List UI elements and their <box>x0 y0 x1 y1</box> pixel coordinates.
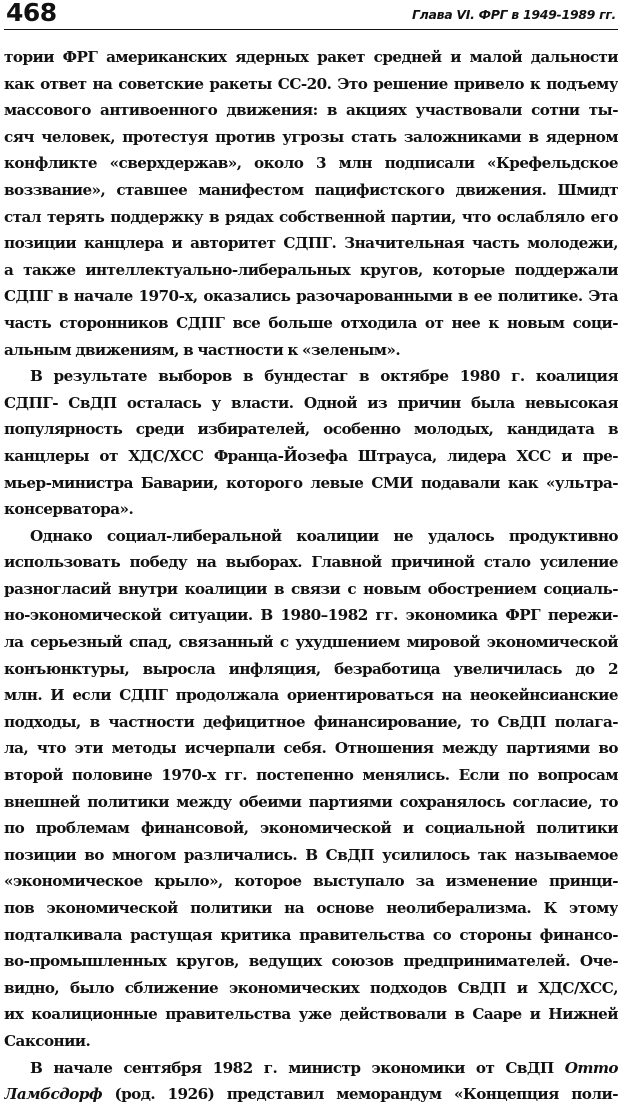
text-line: пов экономической политики на основе неолиберализма. К этому <box>4 899 618 917</box>
person-name-italic: Отто <box>564 1058 618 1077</box>
text-run: (род. 1926) представил меморандум «Концепция поли- <box>101 1085 618 1104</box>
text-line: популярность среди избирателей, особенно молодых, кандидата в <box>4 420 618 439</box>
text-line: стал терять поддержку в рядах собственной партии, что ослабляло его <box>4 207 618 226</box>
person-name-italic: Ламбсдорф <box>4 1085 102 1104</box>
text-line: разногласий внутри коалиции в связи с новым обострением социаль- <box>4 579 618 598</box>
text-line: а также интеллектуально-либеральных кругов, которые поддержали <box>4 260 618 279</box>
text-line: конъюнктуры, выросла инфляция, безработица увеличилась до 2 <box>4 659 618 678</box>
text-line: использовать победу на выборах. Главной причиной стало усиление <box>4 553 618 572</box>
text-line: подходы, в частности дефицитное финансирование, то СвДП полага- <box>4 712 618 731</box>
text-line: ла, что эти методы исчерпали себя. Отношения между партиями во <box>4 739 618 758</box>
header-rule <box>4 29 618 30</box>
text-line: тории ФРГ американских ядерных ракет средней и малой дальности <box>4 48 618 66</box>
text-run: В начале сентября 1982 г. министр экономики от СвДП <box>30 1058 565 1077</box>
text-line: позиции канцлера и авторитет СДПГ. Значительная часть молодежи, <box>4 234 618 253</box>
text-line: канцлеры от ХДС/ХСС Франца-Йозефа Штрауса, лидера ХСС и пре- <box>4 446 618 465</box>
text-line: СДПГ в начале 1970-х, оказались разочарованными в ее политике. Эта <box>4 287 618 306</box>
text-line: сяч человек, протестуя против угрозы стать заложниками в ядерном <box>4 127 618 146</box>
text-line: как ответ на советские ракеты СС-20. Это решение привело к подъему <box>4 74 618 93</box>
text-line: подталкивала растущая критика правительства со стороны финансо- <box>4 925 618 944</box>
text-line: Однако социал-либеральной коалиции не удалось продуктивно <box>30 526 618 545</box>
text-line: млн. И если СДПГ продолжала ориентироваться на неокейнсианские <box>4 686 618 705</box>
text-line: «экономическое крыло», которое выступало за изменение принци- <box>4 872 618 891</box>
text-line: позиции во многом различались. В СвДП усилилось так называемое <box>4 845 618 864</box>
text-line <box>4 1081 618 1108</box>
text-line: ла серьезный спад, связанный с ухудшением мировой экономической <box>4 633 618 652</box>
text-line <box>4 1055 618 1082</box>
text-line: внешней политики между обеими партиями сохранялось согласие, то <box>4 792 618 811</box>
text-line: В результате выборов в бундестаг в октябре 1980 г. коалиция <box>30 367 618 386</box>
text-line: массового антивоенного движения: в акциях участвовали сотни ты- <box>4 101 618 120</box>
body-text <box>4 44 618 1108</box>
text-line: часть сторонников СДПГ все больше отходила от нее к новым соци- <box>4 313 618 332</box>
text-line: Саксонии. <box>4 1031 91 1050</box>
text-line: альным движениям, в частности к «зеленым». <box>4 340 401 359</box>
text-line: их коалиционные правительства уже действовали в Сааре и Нижней <box>4 1005 618 1024</box>
running-head: Глава VI. ФРГ в 1949-1989 гг. <box>411 7 616 22</box>
text-line: мьер-министра Баварии, которого левые СМИ подавали как «ультра- <box>4 473 618 492</box>
page-header <box>4 0 618 30</box>
text-line: второй половине 1970-х гг. постепенно менялись. Если по вопросам <box>4 766 618 785</box>
text-line: видно, было сближение экономических подходов СвДП и ХДС/ХСС, <box>4 978 618 997</box>
text-line: по проблемам финансовой, экономической и социальной политики <box>4 819 618 838</box>
text-line: но-экономической ситуации. В 1980–1982 гг. экономика ФРГ пережи- <box>4 606 618 625</box>
text-line: во-промышленных кругов, ведущих союзов предпринимателей. Оче- <box>4 952 618 971</box>
text-line: консерватора». <box>4 500 134 519</box>
text-line: СДПГ- СвДП осталась у власти. Одной из причин была невысокая <box>4 393 618 412</box>
text-line: воззвание», ставшее манифестом пацифистского движения. Шмидт <box>4 180 618 199</box>
page-number: 468 <box>6 0 57 27</box>
text-line: конфликте «сверхдержав», около 3 млн подписали «Крефельдское <box>4 154 618 173</box>
